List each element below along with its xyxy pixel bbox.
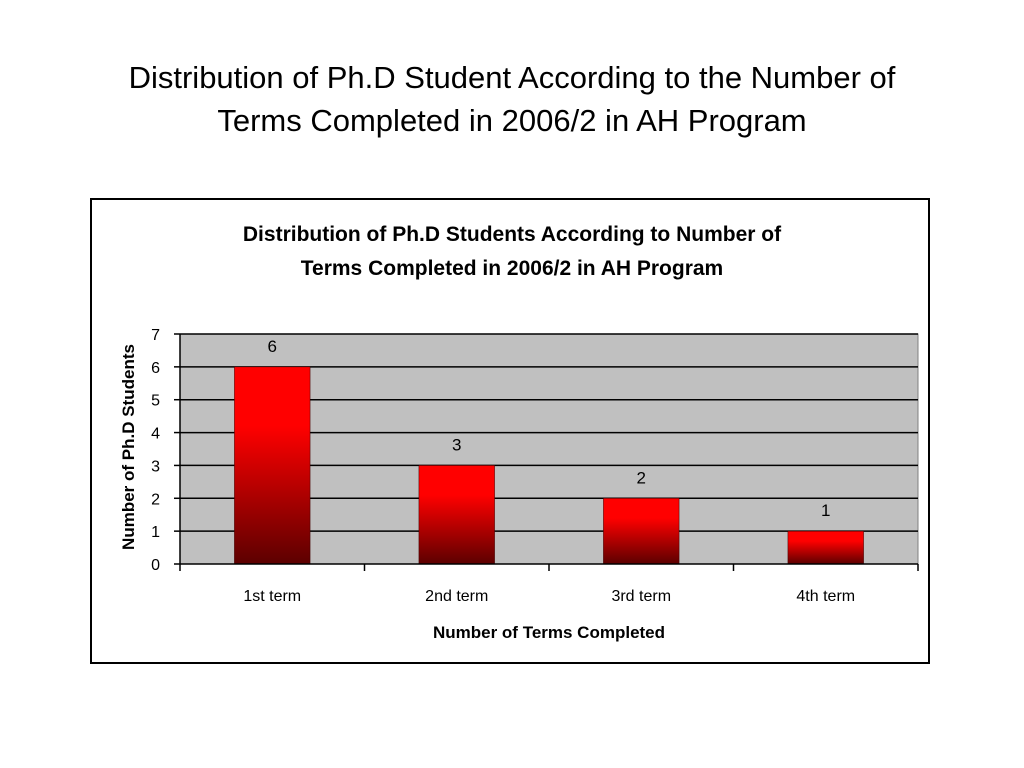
data-label-3: 2	[636, 468, 646, 488]
bar-1	[234, 367, 310, 564]
bar-2	[419, 465, 495, 564]
slide-title-line-2: Terms Completed in 2006/2 in AH Program	[217, 103, 807, 138]
x-tick-label-4: 4th term	[796, 588, 856, 605]
data-label-2: 3	[452, 435, 462, 455]
y-axis-label: Number of Ph.D Students	[119, 344, 138, 550]
y-tick-label-5: 5	[151, 392, 160, 410]
chart-title-line-2: Terms Completed in 2006/2 in AH Program	[300, 257, 724, 280]
bar-3	[603, 498, 679, 564]
y-tick-label-6: 6	[151, 359, 160, 377]
slide-title-line-1: Distribution of Ph.D Student According to the Number of	[128, 60, 896, 95]
bar-chart	[92, 200, 928, 662]
chart-title-line-1: Distribution of Ph.D Students According to Number of	[242, 223, 782, 246]
chart-frame	[90, 198, 930, 664]
y-tick-label-1: 1	[151, 524, 160, 542]
data-label-1: 6	[267, 336, 277, 356]
x-tick-label-2: 2nd term	[425, 588, 489, 605]
y-tick-label-4: 4	[151, 425, 160, 443]
x-axis-label: Number of Terms Completed	[432, 623, 666, 642]
x-tick-label-3: 3rd term	[611, 588, 672, 605]
y-tick-label-7: 7	[151, 327, 160, 344]
y-tick-label-3: 3	[151, 458, 160, 476]
y-tick-label-0: 0	[151, 557, 160, 574]
x-tick-label-1: 1st term	[243, 588, 302, 605]
y-tick-label-2: 2	[151, 491, 160, 509]
bar-4	[788, 531, 864, 564]
data-label-4: 1	[821, 501, 831, 521]
slide-title	[40, 56, 984, 142]
